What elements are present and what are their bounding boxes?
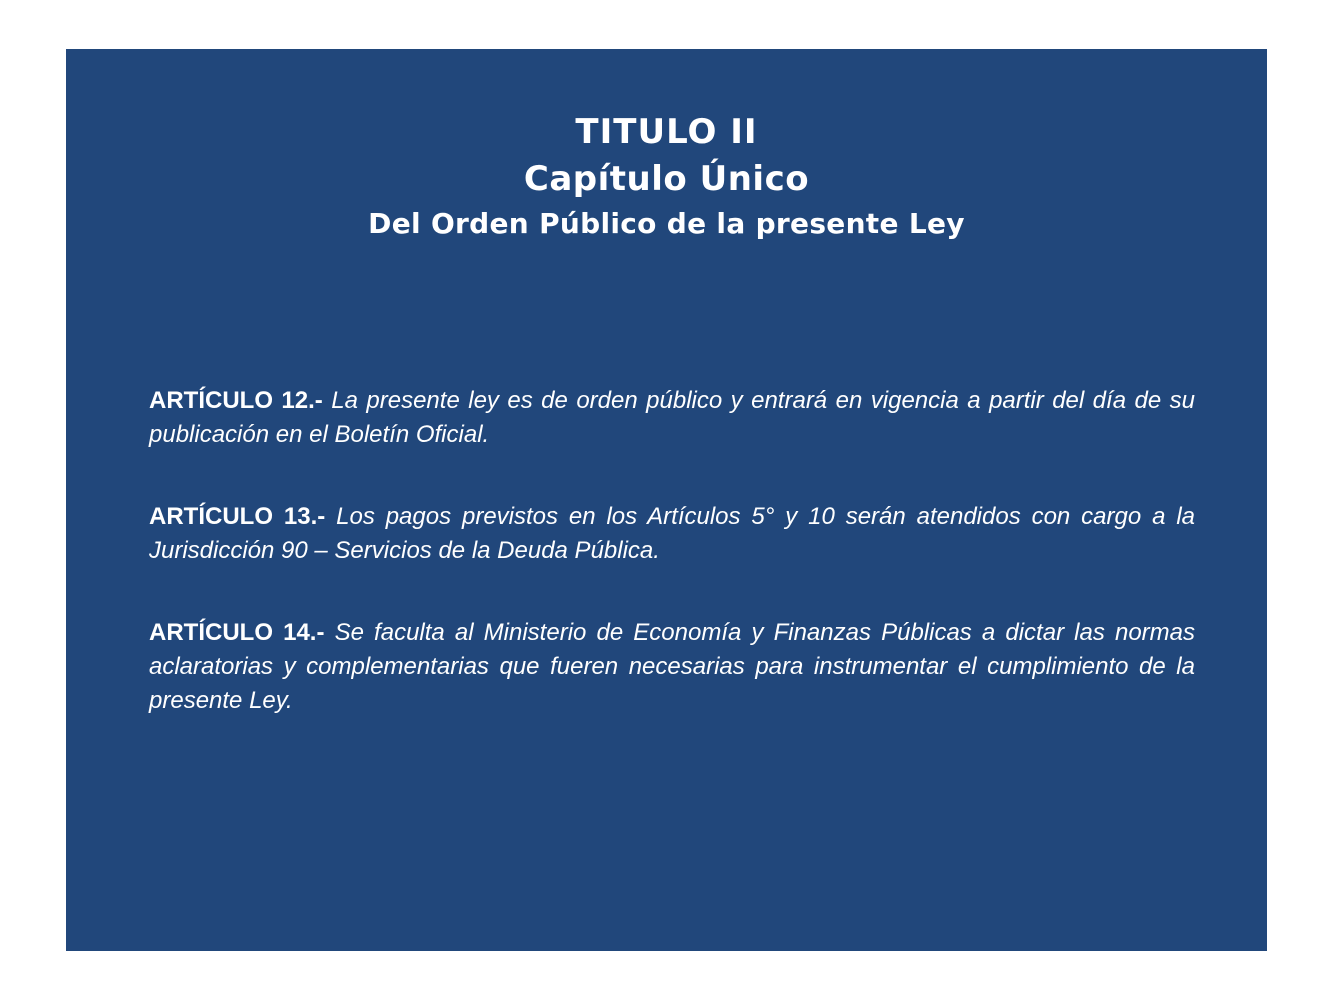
article-text: Los pagos previstos en los Artículos 5° y 10 serán atendidos con cargo a la Jurisdicción 90 – Servicios de la Deuda Pública. [149, 503, 1195, 564]
article-label: ARTÍCULO 12.- [149, 387, 323, 414]
chapter-title: Capítulo Único [523, 159, 810, 199]
subtitle: Del Orden Público de la presente Ley [368, 207, 965, 240]
title: TITULO II [575, 112, 758, 152]
article-13 [149, 500, 1195, 568]
article-14 [149, 616, 1195, 718]
article-label: ARTÍCULO 14.- [149, 619, 325, 646]
article-label: ARTÍCULO 13.- [149, 503, 326, 530]
article-12 [149, 384, 1195, 452]
slide-heading [66, 109, 1267, 245]
article-text: Se faculta al Ministerio de Economía y Finanzas Públicas a dictar las normas aclaratorias y complementarias que fueren necesarias para instrumentar el cumplimiento de la presente Ley. [149, 619, 1196, 714]
article-text: La presente ley es de orden público y entrará en vigencia a partir del día de su publicación en el Boletín Oficial. [149, 387, 1195, 448]
articles-list [149, 384, 1195, 766]
slide [66, 49, 1267, 951]
